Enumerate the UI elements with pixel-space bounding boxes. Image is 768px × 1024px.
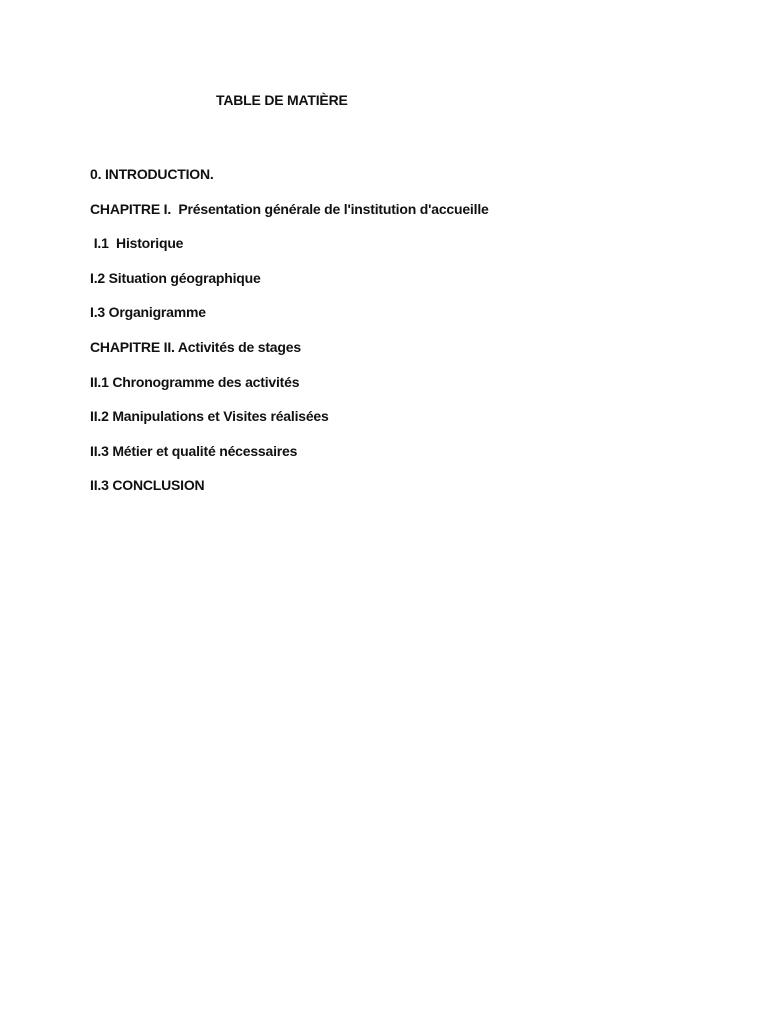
toc-entry-situation-geographique: I.2 Situation géographique	[90, 269, 261, 286]
toc-title: TABLE DE MATIÈRE	[216, 92, 348, 108]
toc-entry-introduction: 0. INTRODUCTION.	[90, 166, 214, 182]
toc-entry-chronogramme: II.1 Chronogramme des activités	[90, 373, 300, 390]
toc-entry-chapter-2: CHAPITRE II. Activités de stages	[90, 338, 301, 355]
toc-entry-manipulations-visites: II.2 Manipulations et Visites réalisées	[90, 408, 329, 425]
toc-entry-historique: I.1 Historique	[90, 235, 184, 252]
toc-entry-metier-qualite: II.3 Métier et qualité nécessaires	[90, 442, 298, 459]
toc-entry-chapter-1: CHAPITRE I. Présentation générale de l'institution d'accueille	[90, 200, 489, 217]
toc-entry-organigramme: I.3 Organigramme	[90, 304, 206, 321]
toc-entry-conclusion: II.3 CONCLUSION	[90, 477, 205, 494]
table-of-contents	[90, 164, 489, 510]
